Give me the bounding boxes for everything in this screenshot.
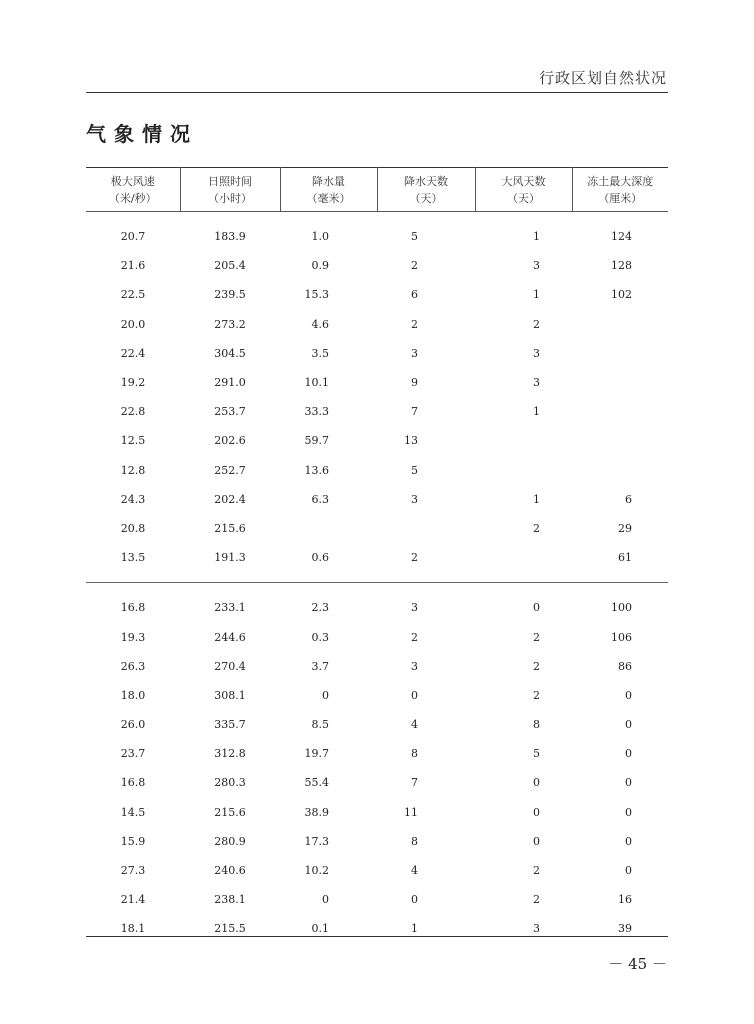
table-row xyxy=(86,593,668,622)
table-cell: 2 xyxy=(533,521,540,535)
table-cell: 22.5 xyxy=(120,288,146,302)
table-row xyxy=(86,652,668,681)
table-cell xyxy=(475,456,572,485)
table-cell: 24.3 xyxy=(120,492,146,506)
table-cell: 20.8 xyxy=(120,521,146,535)
table-cell: 0.6 xyxy=(311,551,329,565)
table-cell: 0 xyxy=(625,718,632,732)
table-cell: 8 xyxy=(533,718,540,732)
table-cell: 0 xyxy=(533,834,540,848)
table-cell: 3 xyxy=(411,601,418,615)
table-cell: 106 xyxy=(611,630,632,644)
spacer-cell xyxy=(86,572,668,583)
column-header-precipitation: 降水量 （毫米） xyxy=(280,168,377,212)
table-cell: 27.3 xyxy=(120,864,146,878)
table-cell: 102 xyxy=(611,288,632,302)
table-row xyxy=(86,885,668,914)
spacer-cell xyxy=(86,212,668,223)
table-row xyxy=(86,768,668,797)
table-cell: 2 xyxy=(411,630,418,644)
table-cell: 1 xyxy=(533,492,540,506)
table-cell: 20.0 xyxy=(120,317,146,331)
table-cell: 1 xyxy=(533,230,540,244)
table-row xyxy=(86,514,668,543)
table-cell: 17.3 xyxy=(304,834,329,848)
table-cell xyxy=(280,514,377,543)
table-cell: 6 xyxy=(411,288,418,302)
weather-data-table xyxy=(86,167,668,944)
table-row xyxy=(86,827,668,856)
table-cell: 205.4 xyxy=(214,259,246,273)
table-cell: 0 xyxy=(625,747,632,761)
table-cell: 7 xyxy=(411,405,418,419)
header-rule xyxy=(86,92,668,93)
table-cell: 86 xyxy=(618,659,632,673)
table-cell xyxy=(572,426,668,455)
table-cell: 312.8 xyxy=(214,747,246,761)
table-cell: 5 xyxy=(533,747,540,761)
column-header-frozen-soil-depth: 冻土最大深度 （厘米） xyxy=(572,168,668,212)
table-cell: 26.0 xyxy=(120,718,146,732)
table-cell: 14.5 xyxy=(120,805,146,819)
table-row xyxy=(86,280,668,309)
table-cell: 2 xyxy=(533,630,540,644)
table-cell: 0 xyxy=(533,805,540,819)
table-cell: 239.5 xyxy=(214,288,246,302)
table-cell: 3.5 xyxy=(311,346,329,360)
table-cell: 19.3 xyxy=(120,630,146,644)
table-cell: 191.3 xyxy=(214,551,246,565)
table-cell xyxy=(572,339,668,368)
spacer-cell xyxy=(86,583,668,593)
table-cell: 291.0 xyxy=(214,376,246,390)
table-cell: 202.4 xyxy=(214,492,246,506)
table-cell: 0.9 xyxy=(311,259,329,273)
table-row xyxy=(86,798,668,827)
table-cell: 2 xyxy=(533,688,540,702)
table-cell: 16.8 xyxy=(120,601,146,615)
table-cell: 4.6 xyxy=(311,317,329,331)
table-cell: 5 xyxy=(411,230,418,244)
table-cell: 12.8 xyxy=(120,463,146,477)
table-cell: 15.9 xyxy=(120,834,146,848)
table-cell: 308.1 xyxy=(214,688,246,702)
table-cell: 215.5 xyxy=(214,922,246,936)
table-cell: 202.6 xyxy=(214,434,246,448)
table-cell: 12.5 xyxy=(120,434,146,448)
table-cell: 18.1 xyxy=(120,922,146,936)
table-cell: 6.3 xyxy=(311,492,329,506)
table-cell: 33.3 xyxy=(304,405,329,419)
table-cell: 2 xyxy=(533,864,540,878)
table-cell: 3 xyxy=(533,259,540,273)
table-cell xyxy=(572,368,668,397)
table-cell: 5 xyxy=(411,463,418,477)
table-row xyxy=(86,914,668,943)
row-spacer xyxy=(86,583,668,593)
table-cell xyxy=(475,426,572,455)
table-cell: 21.4 xyxy=(120,893,146,907)
table-cell xyxy=(475,543,572,572)
table-cell: 4 xyxy=(411,718,418,732)
table-cell: 0 xyxy=(625,805,632,819)
table-cell: 240.6 xyxy=(214,864,246,878)
table-cell: 8.5 xyxy=(311,718,329,732)
table-row xyxy=(86,739,668,768)
table-cell: 1 xyxy=(533,405,540,419)
table-row xyxy=(86,543,668,572)
table-cell: 22.4 xyxy=(120,346,146,360)
table-cell: 26.3 xyxy=(120,659,146,673)
table-cell: 38.9 xyxy=(304,805,329,819)
table-cell: 18.0 xyxy=(120,688,146,702)
row-spacer xyxy=(86,212,668,223)
table-cell: 13 xyxy=(404,434,418,448)
page-number: － 45 － xyxy=(608,955,667,973)
table-cell: 280.9 xyxy=(214,834,246,848)
table-cell: 215.6 xyxy=(214,805,246,819)
table-cell: 2 xyxy=(533,893,540,907)
table-cell: 183.9 xyxy=(214,230,246,244)
table-cell: 19.2 xyxy=(120,376,146,390)
table-header-row xyxy=(86,168,668,212)
table-cell: 39 xyxy=(618,922,632,936)
column-header-gale-days: 大风天数 （天） xyxy=(475,168,572,212)
table-cell: 9 xyxy=(411,376,418,390)
table-cell: 1 xyxy=(533,288,540,302)
table-row xyxy=(86,251,668,280)
table-cell: 244.6 xyxy=(214,630,246,644)
table-cell: 0.1 xyxy=(311,922,329,936)
table-cell xyxy=(572,310,668,339)
table-cell: 10.2 xyxy=(304,864,329,878)
table-cell: 0 xyxy=(625,688,632,702)
table-cell: 3.7 xyxy=(311,659,329,673)
table-cell: 2 xyxy=(533,317,540,331)
table-cell: 215.6 xyxy=(214,521,246,535)
table-cell: 124 xyxy=(611,230,632,244)
table-row xyxy=(86,710,668,739)
table-cell: 2 xyxy=(411,259,418,273)
row-spacer xyxy=(86,572,668,583)
table-cell: 3 xyxy=(533,376,540,390)
table-cell: 0 xyxy=(533,601,540,615)
table-cell: 16 xyxy=(618,893,632,907)
table-cell: 252.7 xyxy=(214,463,246,477)
table-cell: 7 xyxy=(411,776,418,790)
table-cell: 22.8 xyxy=(120,405,146,419)
table-cell: 273.2 xyxy=(214,317,246,331)
table-cell: 16.8 xyxy=(120,776,146,790)
table-cell: 2 xyxy=(411,317,418,331)
table-cell: 3 xyxy=(533,346,540,360)
bottom-rule xyxy=(86,936,668,937)
running-header-title: 行政区划自然状况 xyxy=(538,69,667,87)
table-cell: 128 xyxy=(611,259,632,273)
table-cell: 1.0 xyxy=(311,230,329,244)
table-cell: 10.1 xyxy=(304,376,329,390)
table-cell: 3 xyxy=(411,346,418,360)
table-cell: 0 xyxy=(625,834,632,848)
table-row xyxy=(86,310,668,339)
table-cell: 6 xyxy=(625,492,632,506)
table-cell: 23.7 xyxy=(120,747,146,761)
table-cell: 15.3 xyxy=(304,288,329,302)
column-header-sunshine-hours: 日照时间 （小时） xyxy=(180,168,280,212)
table-cell: 21.6 xyxy=(120,259,146,273)
table-cell: 233.1 xyxy=(214,601,246,615)
table-cell: 55.4 xyxy=(304,776,329,790)
table-cell: 3 xyxy=(411,492,418,506)
table-cell: 2 xyxy=(533,659,540,673)
table-cell: 8 xyxy=(411,747,418,761)
table-cell: 19.7 xyxy=(304,747,329,761)
table-row xyxy=(86,339,668,368)
table-cell xyxy=(572,397,668,426)
table-cell: 11 xyxy=(404,805,418,819)
table-cell: 0.3 xyxy=(311,630,329,644)
table-cell: 238.1 xyxy=(214,893,246,907)
table-cell: 304.5 xyxy=(214,346,246,360)
table-row xyxy=(86,397,668,426)
table-cell: 20.7 xyxy=(120,230,146,244)
table-cell: 3 xyxy=(411,659,418,673)
table-cell: 0 xyxy=(533,776,540,790)
table-cell: 2.3 xyxy=(311,601,329,615)
table-cell: 253.7 xyxy=(214,405,246,419)
table-cell: 1 xyxy=(411,922,418,936)
table-cell: 29 xyxy=(618,521,632,535)
table-cell: 13.5 xyxy=(120,551,146,565)
table-cell: 0 xyxy=(322,688,329,702)
table-cell: 0 xyxy=(411,893,418,907)
section-title: 气象情况 xyxy=(86,122,198,146)
table-row xyxy=(86,856,668,885)
table-row xyxy=(86,456,668,485)
table-cell xyxy=(572,456,668,485)
table-cell xyxy=(377,514,475,543)
table-cell: 0 xyxy=(322,893,329,907)
table-cell: 13.6 xyxy=(304,463,329,477)
table-row xyxy=(86,622,668,651)
table-row xyxy=(86,426,668,455)
table-row xyxy=(86,681,668,710)
table-cell: 100 xyxy=(611,601,632,615)
table-cell: 61 xyxy=(618,551,632,565)
table-cell: 0 xyxy=(625,776,632,790)
table-cell: 3 xyxy=(533,922,540,936)
column-header-precipitation-days: 降水天数 （天） xyxy=(377,168,475,212)
table-cell: 0 xyxy=(625,864,632,878)
table-cell: 4 xyxy=(411,864,418,878)
table-cell: 0 xyxy=(411,688,418,702)
table-cell: 270.4 xyxy=(214,659,246,673)
table-cell: 335.7 xyxy=(214,718,246,732)
table-cell: 2 xyxy=(411,551,418,565)
table-row xyxy=(86,368,668,397)
column-header-max-wind-speed: 极大风速 （米/秒） xyxy=(108,174,157,205)
table-cell: 280.3 xyxy=(214,776,246,790)
table-row xyxy=(86,485,668,514)
table-cell: 59.7 xyxy=(304,434,329,448)
table-cell: 8 xyxy=(411,834,418,848)
table-row xyxy=(86,222,668,251)
